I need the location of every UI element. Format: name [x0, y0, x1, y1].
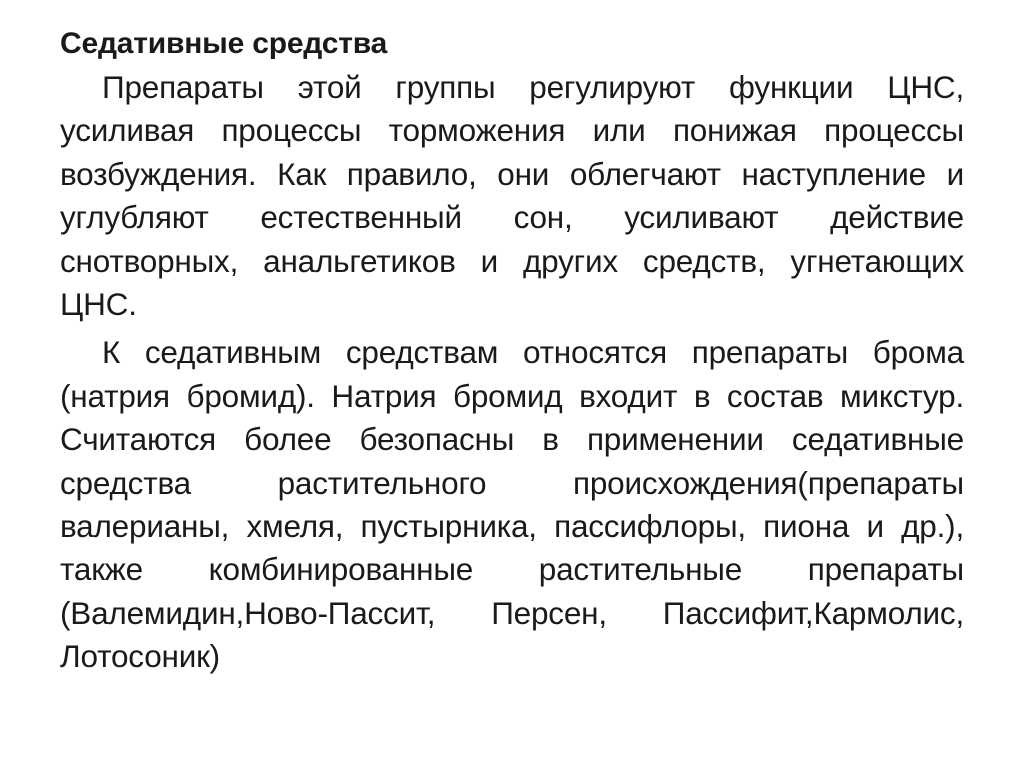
paragraph-description: Препараты этой группы регулируют функции ЦНС, усиливая процессы торможения или понижая процессы возбуждения. Как правило, они облегчают наступление и углубляют естественный сон, усиливают действие снотворных, анальгетиков и других средств, угнетающих ЦНС.: [60, 69, 964, 323]
slide-content: [60, 24, 964, 679]
slide-title: Седативные средства: [60, 27, 388, 60]
paragraph-examples: К седативным средствам относятся препараты брома (натрия бромид). Натрия бромид входит в состав микстур. Считаются более безопасны в применении седативные средства растительного происхождения(препараты валерианы, хмеля, пустырника, пассифлоры, пиона и др.), также комбинированные растительные препараты (Валемидин,Ново-Пассит, Персен, Пассифит,Кармолис, Лотосоник): [60, 334, 964, 675]
